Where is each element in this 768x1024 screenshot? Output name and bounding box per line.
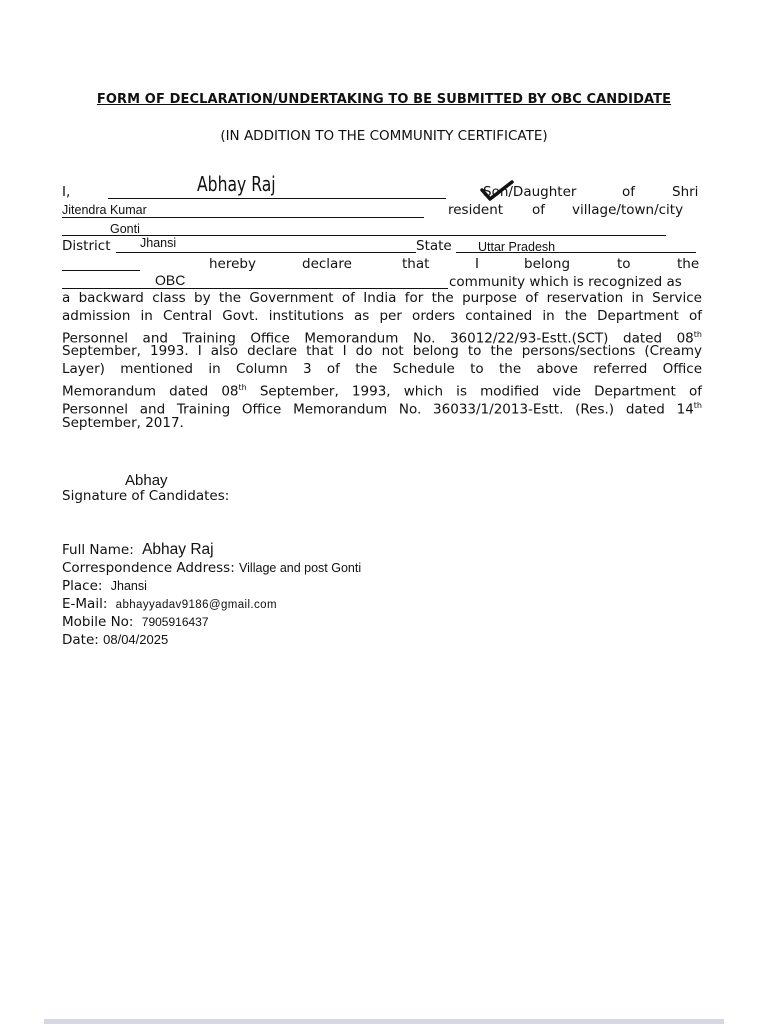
body-line-sup: th [693,400,702,410]
state-value: Uttar Pradesh [478,240,556,254]
body-line: September, 2017. [62,414,184,431]
form-title: FORM OF DECLARATION/UNDERTAKING TO BE SUBMITTED BY OBC CANDIDATE [96,92,672,107]
address-value: Village and post Gonti [239,561,362,575]
declare-word: declare [302,256,352,272]
candidate-name-value: Abhay Raj [197,172,276,196]
address-label: Correspondence Address: [62,560,235,576]
community-underline [62,288,448,289]
date-row [62,632,168,648]
body-line [62,397,702,418]
district-value: Jhansi [140,236,177,250]
state-underline [456,252,696,253]
i-word: I [475,256,479,272]
body-line-sup: th [238,382,247,392]
shri-word: Shri [672,184,699,200]
form-subtitle: (IN ADDITION TO THE COMMUNITY CERTIFICATE) [220,128,548,144]
address-row [62,560,361,576]
body-line: Layer) mentioned in Column 3 of the Schedule to the above referred Office [62,361,702,378]
district-label: District [62,238,111,254]
son-daughter-label: Son/Daughter [483,184,577,200]
to-word: to [617,256,631,272]
body-line [62,326,702,347]
signature-label: Signature of Candidates: [62,488,230,504]
full-name-value: Abhay Raj [142,541,214,558]
community-tail: community which is recognized as [449,274,682,290]
bottom-bar [44,1019,724,1024]
body-line-text: Personnel and Training Office Memorandum No. 36033/1/2013-Estt. (Res.) dated 14 [62,401,694,418]
body-line: a backward class by the Government of India for the purpose of reservation in Service [62,290,702,306]
body-line-text: Memorandum dated 08 [62,383,239,400]
father-underline [62,217,424,218]
declaration-body [62,290,702,432]
place-label: Place: [62,578,103,594]
resident-word: resident [448,202,504,218]
blank-underline [62,270,140,271]
body-line [62,379,702,400]
place-row [62,578,147,594]
i-label: I, [62,184,71,200]
email-row [62,596,277,612]
of-word-2: of [532,202,546,218]
body-line: admission in Central Govt. institutions as per orders contained in the Department of [62,307,702,324]
body-line: September, 1993. I also declare that I do not belong to the persons/sections (Creamy [62,343,702,360]
date-value: 08/04/2025 [103,632,169,647]
name-underline [108,198,446,199]
father-name-value: Jitendra Kumar [62,203,147,217]
email-value: abhayyadav9186@gmail.com [115,599,277,611]
body-line-sup: th [693,329,702,339]
the-word: the [677,256,700,272]
belong-word: belong [524,256,571,272]
body-line-text: September, 1993, which is modified vide Department of [246,383,702,400]
state-label: State [416,238,452,254]
body-line-text: Personnel and Training Office Memorandum No. 36012/22/93-Estt.(SCT) dated 08 [62,330,694,347]
mobile-label: Mobile No: [62,614,134,630]
village-value: Gonti [110,222,140,236]
signature-handwritten: Abhay [125,472,168,489]
mobile-value: 7905916437 [141,615,209,629]
hereby-word: hereby [209,256,256,272]
that-word: that [402,256,430,272]
date-label: Date: [62,632,99,648]
of-word: of [622,184,636,200]
community-value: OBC [155,272,186,288]
mobile-row [62,614,209,630]
village-label: village/town/city [572,202,684,218]
place-value: Jhansi [110,579,147,593]
checkmark-icon [480,180,514,202]
full-name-row [62,541,214,559]
full-name-label: Full Name: [62,542,134,558]
district-underline [116,252,416,253]
email-label: E-Mail: [62,596,108,612]
